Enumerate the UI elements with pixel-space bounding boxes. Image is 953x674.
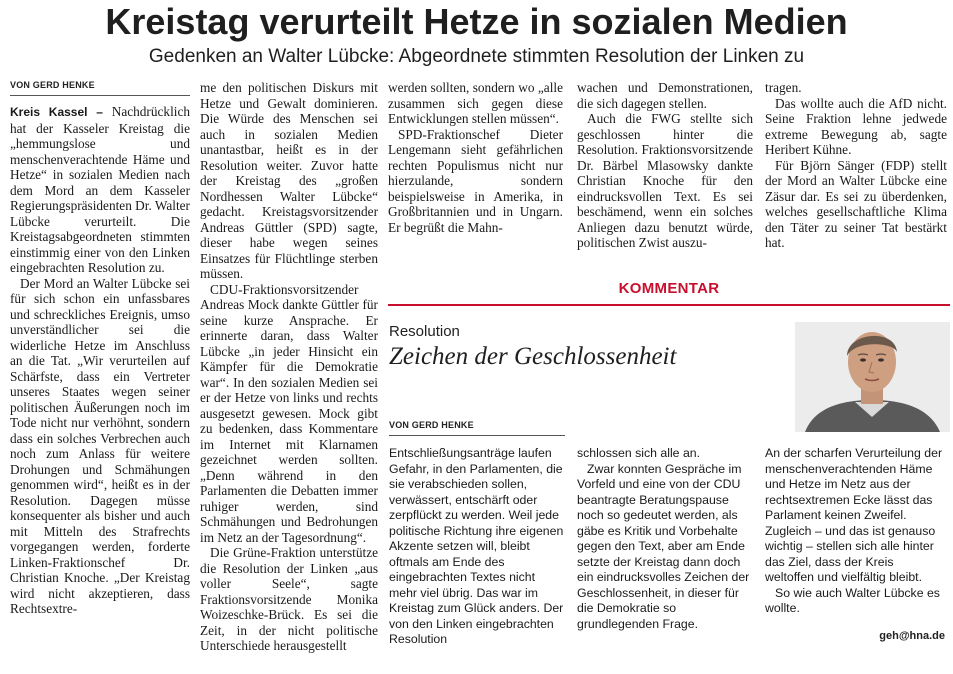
- article-paragraph: wachen und Demonstrationen, die sich dagegen stellen.: [577, 80, 753, 111]
- article-column-5: [765, 80, 947, 251]
- article-paragraph: tragen.: [765, 80, 802, 95]
- commentary-paragraph: So wie auch Walter Lübcke es wollte.: [765, 585, 940, 615]
- commentary-title: Zeichen der Geschlossenheit: [389, 343, 677, 370]
- commentary-paragraph: Zwar konnten Gespräche im Vorfeld und eine von der CDU beantragte Beratungspause noch so gedeutet werden, als gäbe es Kritik und Vorbehalte gegen den Text, aber am Ende setzte der Kreistag dann doch ein eindrucksvolles Zeichen der Geschlossenheit, in dieser für die Demokratie so grundlegenden Frage.: [577, 461, 750, 631]
- commentary-rubric: Resolution: [389, 323, 460, 340]
- article-paragraph: me den politischen Diskurs mit Hetze und Gewalt dominieren. Die Würde des Menschen sei auch in sozialen Medien unantastbar, heißt es in der Resolution weiter. Zuvor hatte der Kreistag des „großen Nordhessen Walter Lübcke“ gedacht. Kreistagsvorsitzender Andreas Güttler (SPD) sagte, dieser habe wegen seines Einsatzes für Flüchtlinge sterben müssen.: [200, 80, 378, 281]
- article-paragraph: CDU-Fraktionsvorsitzender Andreas Mock dankte Güttler für seine kurze Ansprache. Er erinnerte daran, dass Walter Lübcke „in jeder Hinsicht ein Kämpfer für die Demokratie war“. In den sozialen Medien sei er der Hetze von links und rechts ausgesetzt gewesen. Mock gibt zu bedenken, dass Kommentare im Internet mit Klarnamen gezeichnet werden sollten. „Denn während in den Parlamenten die Debatten immer ruhiger werden, sind Schmähungen und Bedrohungen im Netz an der Tagesordnung“.: [200, 281, 378, 545]
- author-portrait-icon: [795, 322, 950, 432]
- commentary-byline: VON GERD HENKE: [389, 420, 474, 430]
- commentary-column-2: [577, 446, 753, 632]
- article-paragraph: Für Björn Sänger (FDP) stellt der Mord an Walter Lübcke eine Zäsur dar. Es sei zu überdenken, welches gesellschaftliche Klima den Täter zu seiner Tat bestärkt hat.: [765, 157, 947, 250]
- author-photo: [795, 322, 950, 432]
- article-paragraph: Das wollte auch die AfD nicht. Seine Fraktion lehne jedwede extreme Bewegung ab, sagte Heribert Kühne.: [765, 95, 947, 157]
- article-byline: VON GERD HENKE: [10, 80, 95, 90]
- article-column-1: [10, 104, 190, 617]
- article-column-4: [577, 80, 753, 251]
- commentary-paragraph: An der scharfen Verurteilung der menschenverachtenden Häme und Hetze im Netz aus der rechtsextremen Ecke lässt das Parlament keinen Zweifel. Zugleich – und das ist genauso wichtig – stellen sich alle hinter das Ziel, dass der Kreis weltoffen und vielfältig bleibt.: [765, 446, 943, 584]
- subheadline: Gedenken an Walter Lübcke: Abgeordnete stimmten Resolution der Linken zu: [148, 46, 805, 67]
- kommentar-label: KOMMENTAR: [618, 280, 720, 297]
- article-paragraph: werden sollten, sondern wo „alle zusammen sich gegen diese Entwicklungen stellen müssen“.: [388, 80, 563, 126]
- article-paragraph: Kreis Kassel – Nachdrücklich hat der Kasseler Kreistag die „hemmungslose und menschenverachtende Häme und Hetze“ in sozialen Medien nach dem Mord an dem Kasseler Regierungspräsidenten Dr. Walter Lübcke verurteilt. Die Kreistagsabgeordneten stimmten einstimmig einer von den Linken eingebrachten Resolution zu.: [10, 104, 191, 275]
- article-paragraph: SPD-Fraktionschef Dieter Lengemann sieht gefährlichen rechten Populismus nicht nur hierzulande, sondern beispielsweise in Amerika, in Großbritannien und in Ungarn. Er begrüßt die Mahn-: [388, 126, 563, 235]
- article-lead: Kreis Kassel –: [10, 105, 103, 119]
- kommentar-rule: [388, 304, 950, 306]
- author-email[interactable]: geh@hna.de: [879, 630, 945, 642]
- article-paragraph: Auch die FWG stellte sich geschlossen hinter die Resolution. Fraktionsvorsitzende Dr. Bärbel Mlasowsky dankte Christian Knoche für den eindrucksvollen Text. Es sei beschämend, wenn ein solches Anliegen dazu benutzt würde, politischen Zwist auszu-: [577, 111, 753, 250]
- article-column-2: [200, 80, 378, 654]
- article-paragraph: Der Mord an Walter Lübcke sei für sich schon ein unfassbares und schreckliches Ereignis, umso unverständlicher sei die widerliche Hetze im Anschluss an die Tat. „Wir verurteilen auf Schärfste, dass ein Vertreter unseres Staates wegen seiner politischen Äußerungen noch im Tode nicht nur verhöhnt, sondern dass ein solches Verbrechen auch noch zum Anlass für weitere Drohungen und Schmähungen genommen wird“, heißt es in der Resolution. Dagegen müsse konsequenter als bisher und auch mit Mitteln des Strafrechts vorgegangen werden, forderte Linken-Fraktionschef Dr. Christian Knoche. „Der Kreistag wird nicht akzeptieren, dass Rechtsextre-: [10, 275, 190, 616]
- commentary-paragraph: Entschließungsanträge laufen Gefahr, in den Parlamenten, die sie verabschieden sollen, verwässert, entschärft oder zerpflückt zu werden. Weil jede politische Richtung ihre eigenen Akzente setzen will, bleibt oftmals am Ende des eingebrachten Textes nicht mehr viel übrig. Das war im Kreistag zum Glück anders. Der von den Linken eingebrachten Resolution: [389, 446, 564, 646]
- headline: Kreistag verurteilt Hetze in sozialen Medien: [105, 1, 848, 42]
- article-paragraph: Die Grüne-Fraktion unterstütze die Resolution der Linken „aus voller Seele“, sagte Fraktionsvorsitzende Monika Woizeschke-Brück. Es sei die Zeit, in der nicht politische Unterschiede herausgestellt: [200, 545, 378, 653]
- byline-rule: [10, 95, 190, 96]
- commentary-paragraph: schlossen sich alle an.: [577, 446, 701, 460]
- article-column-3: [388, 80, 563, 235]
- commentary-byline-rule: [389, 435, 565, 436]
- commentary-column-3: [765, 446, 945, 617]
- commentary-column-1: [389, 446, 565, 648]
